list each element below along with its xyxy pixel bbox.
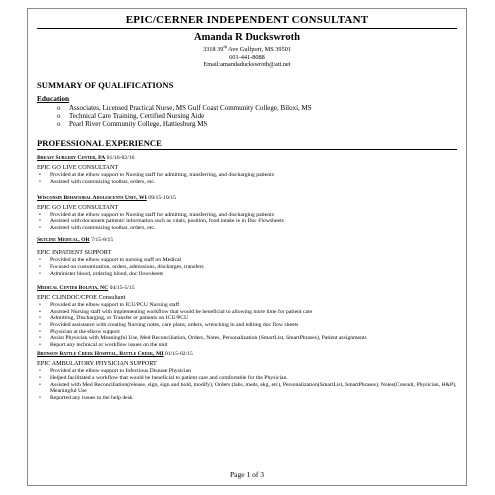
duty-item: • Assisted with Med Reconciliation(release, sign, sign and hold, modify), Orders (labs, meds, ekg, etc), Personalization(SmartList, SmartPhrases), Notes(Consult, Physician, H&P), Meaningful Use [39, 381, 457, 395]
company-name: Bronson Battle Creek Hospital, Battle Creek, MI [37, 351, 164, 358]
duty-item: • Provided at the elbow support to nursing staff on Medical [39, 257, 182, 264]
duty-item: • Focused on customization, orders, admissions, discharges, transfers [39, 264, 204, 271]
duty-item: • Assisted Nursing staff with implementing workflow that would be beneficial to allowing more time for patient care [39, 308, 313, 315]
address-rest: Ave Gulfport, MS 39501 [226, 46, 292, 54]
bullet-icon: • [39, 322, 41, 329]
job-header [37, 237, 457, 244]
job-entry [37, 285, 457, 348]
address-line [37, 43, 457, 54]
bullet-icon: • [39, 224, 41, 231]
duty-item: • Administer blood, ordering blood, doc flowsheets [39, 270, 164, 277]
bullet-icon: • [39, 302, 41, 309]
duty-item: • Assisted with customizing toolbar, orders, etc. [39, 179, 156, 186]
duty-item: • Reported any issues to the help desk [39, 394, 133, 401]
summary-heading: SUMMARY OF QUALIFICATIONS [37, 79, 174, 90]
bullet-icon: • [39, 264, 41, 271]
bullet-icon: • [39, 394, 41, 401]
job-header [37, 351, 457, 358]
bullet-icon: • [39, 172, 41, 179]
duty-item: • Assist Physician with Meaningful Use, Med Reconciliation, Orders, Notes, Personalization (SmartList, SmartPhrases), Patient assignments [39, 335, 367, 342]
document-title: EPIC/CERNER INDEPENDENT CONSULTANT [125, 14, 369, 26]
job-entry [37, 195, 457, 232]
job-role: EPIC GO LIVE CONSULTANT [37, 164, 119, 172]
phone-line: 601-441-8088 [229, 53, 265, 61]
bullet-icon: • [39, 315, 41, 322]
email-line: Email:amandaduckswroth@att.net [203, 61, 291, 69]
job-dates: 7/15-8/15 [89, 237, 114, 244]
job-dates: 09/15-10/15 [146, 194, 177, 201]
bullet-icon: • [39, 368, 41, 375]
duty-list [37, 257, 457, 277]
job-role: EPIC AMBULATORY PHYSICIAN SUPPORT [37, 360, 157, 368]
resume-page [27, 8, 467, 486]
bullet-icon: • [39, 381, 41, 388]
education-item: o Technical Care Training, Certified Nursing Aide [57, 112, 205, 121]
duty-item: • Provided at the elbow support to Nursing staff for admitting, transferring, and discharging patients [39, 172, 274, 179]
duty-item: • Physician at the elbow support [39, 328, 120, 335]
bullet-icon: • [39, 218, 41, 225]
job-role: EPIC INPATIENT SUPPORT [37, 249, 112, 257]
duty-item: • Helped facilitated a workflow that would be beneficial to patient care and comfortable for the Physician. [39, 374, 288, 381]
duty-item: • Report any technical or workflow issues on the unit [39, 341, 168, 348]
job-entry [37, 237, 457, 277]
duty-item: • Provided at the elbow support to Nursing staff for admitting, transferring, and discharging patients [39, 211, 274, 218]
bullet-icon: • [39, 179, 41, 186]
bullet-icon: • [39, 341, 41, 348]
circle-bullet-icon: o [57, 112, 61, 121]
duty-item: • Admitting, Discharging, or Transfer or patients on ICU/PCU [39, 315, 189, 322]
circle-bullet-icon: o [57, 103, 61, 112]
job-role: EPIC CLINDOC/CPOE Consultant [37, 294, 126, 302]
company-name: Medical Center Bolivia, NC [37, 285, 109, 292]
education-subheading: Education [37, 93, 70, 103]
duty-list [37, 302, 457, 348]
education-item: o Pearl River Community College, Hattiesburg MS [57, 120, 208, 129]
duty-item: • Provided at the elbow support to Infectious Disease Physician [39, 368, 191, 375]
bullet-icon: • [39, 328, 41, 335]
job-entry [37, 155, 457, 185]
company-name: Wisconsin Behavioral Adolescents Unit, WI [37, 194, 147, 201]
page-number: Page 1 of 3 [230, 470, 264, 479]
duty-item: • Assisted with customizing toolbar, orders, etc. [39, 224, 156, 231]
address-number: 3318 39 [202, 46, 224, 54]
job-dates: 04/15-5/15 [108, 285, 135, 292]
duty-list [37, 212, 457, 232]
bullet-icon: • [39, 211, 41, 218]
education-item: o Associates, Licensed Practical Nurse, MS Gulf Coast Community College, Biloxi, MS [57, 103, 312, 112]
bullet-icon: • [39, 335, 41, 342]
job-header [37, 285, 457, 292]
duty-item: • Assisted with document patients' information such as vitals, position, food intake ie in Doc Flowsheets [39, 218, 284, 225]
bullet-icon: • [39, 257, 41, 264]
duty-item: • Provided assistance with creating Nursing notes, care plans, orders, wrenching in and editing doc flow sheets [39, 322, 299, 329]
job-header [37, 195, 457, 202]
experience-divider [37, 149, 457, 150]
bullet-icon: • [39, 308, 41, 315]
job-dates: 01/15-02/15 [163, 351, 193, 358]
company-name: Breast Surgery Center, PA [37, 155, 106, 162]
company-name: Skyline Medical, OR [37, 237, 90, 244]
job-dates: 01/16-02/16 [105, 155, 135, 162]
candidate-name: Amanda R Duckswroth [194, 32, 300, 43]
job-role: EPIC GO LIVE CONSULTANT [37, 203, 119, 211]
duty-item: • Provided at the elbow support to ICU/PCU Nursing staff [39, 302, 180, 309]
circle-bullet-icon: o [57, 120, 61, 129]
job-header [37, 155, 457, 162]
title-divider [37, 28, 457, 29]
experience-heading: PROFESSIONAL EXPERIENCE [37, 138, 162, 149]
education-list [57, 104, 457, 129]
address-suffix: th [223, 44, 227, 49]
bullet-icon: • [39, 270, 41, 277]
bullet-icon: • [39, 374, 41, 381]
job-entry [37, 351, 457, 401]
duty-list [37, 172, 457, 185]
duty-list [37, 368, 457, 401]
